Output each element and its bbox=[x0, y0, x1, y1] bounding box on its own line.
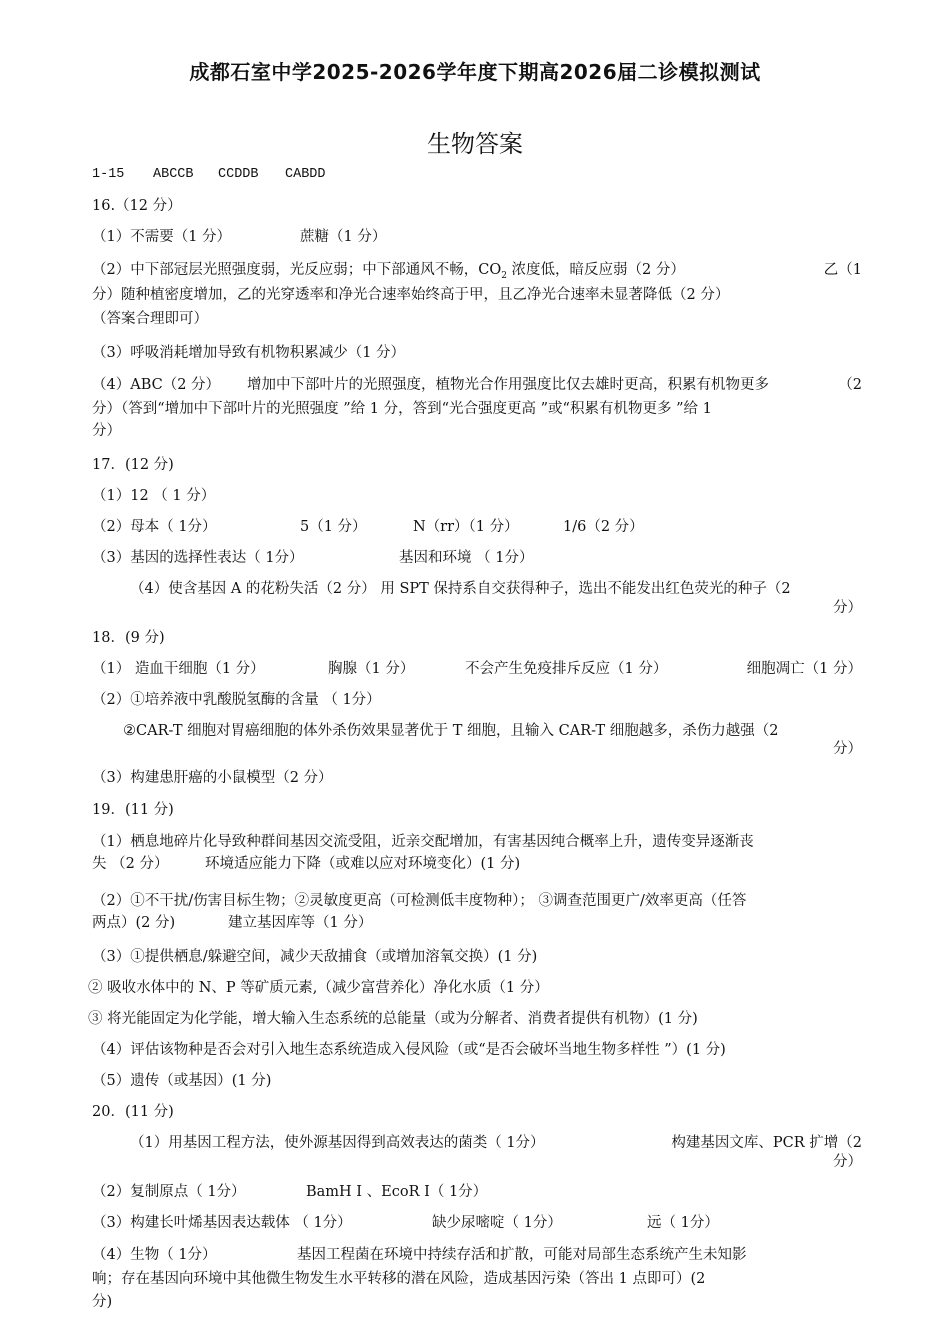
page-subtitle: 生物答案 bbox=[427, 130, 523, 158]
q16-part1-a: （1）不需要（1 分） bbox=[92, 229, 232, 245]
q19-part2-line2-a: 两点）(2 分) bbox=[92, 915, 176, 931]
q18-heading: 18．(9 分) bbox=[92, 630, 165, 646]
q20-heading: 20．(11 分) bbox=[92, 1104, 174, 1120]
q16-heading: 16.（12 分） bbox=[92, 198, 182, 214]
q20-part2-a: （2）复制原点（ 1分） bbox=[92, 1184, 246, 1200]
q20-part4-line3: 分) bbox=[92, 1294, 113, 1310]
q16-part4-line1-b: 增加中下部叶片的光照强度，植物光合作用强度比仅去雄时更高，积累有机物更多 bbox=[247, 377, 769, 393]
q19-part5: （5）遗传（或基因）(1 分) bbox=[92, 1073, 272, 1089]
q18-part2b-line2: 分） bbox=[833, 741, 862, 757]
q17-heading: 17．(12 分) bbox=[92, 457, 174, 473]
q17-part1: （1）12 （ 1 分） bbox=[92, 488, 216, 504]
q19-heading: 19．(11 分) bbox=[92, 802, 174, 818]
q19-part2-line2-b: 建立基因库等（1 分） bbox=[228, 915, 373, 931]
q16-part2-line1 bbox=[92, 261, 685, 283]
q18-part1-a: （1） 造血干细胞（1 分） bbox=[92, 661, 265, 677]
q16-part2-line1-end: 乙（1 bbox=[823, 262, 862, 278]
q20-part4-line2: 响；存在基因向环境中其他微生物发生水平转移的潜在风险，造成基因污染（答出 1 点即可）(2 bbox=[92, 1271, 706, 1287]
page-title: 成都石室中学2025-2026学年度下期高2026届二诊模拟测试 bbox=[189, 60, 761, 84]
q16-part4-line1-c: （2 bbox=[838, 377, 862, 393]
mc-answers-1: ABCCB bbox=[153, 167, 194, 182]
q18-part3: （3）构建患肝癌的小鼠模型（2 分） bbox=[92, 770, 333, 786]
q17-part4-line1: （4）使含基因 A 的花粉失活（2 分） 用 SPT 保持系自交获得种子，选出不能发出红色荧光的种子（2 bbox=[130, 581, 791, 597]
q16-part4-line2: 分）（答到“增加中下部叶片的光照强度 ”给 1 分，答到“光合强度更高 ”或“积累有机物更多 ”给 1 bbox=[92, 401, 712, 417]
q19-part1-line1: （1）栖息地碎片化导致种群间基因交流受阻，近亲交配增加，有害基因纯合概率上升，遗传变异逐渐丧 bbox=[92, 834, 754, 850]
q16-part4-line3: 分） bbox=[92, 423, 121, 439]
mc-range: 1-15 bbox=[92, 167, 125, 182]
q17-part2-b: 5（1 分） bbox=[300, 519, 367, 535]
q17-part3-a: （3）基因的选择性表达（ 1分） bbox=[92, 550, 304, 566]
q20-part1-line1-b: 构建基因文库、PCR 扩增（2 bbox=[671, 1135, 862, 1151]
q16-part2-sub: 2 bbox=[501, 270, 507, 281]
q16-part2-line2: 分）随种植密度增加，乙的光穿透率和净光合速率始终高于甲，且乙净光合速率未显著降低（2 分） bbox=[92, 287, 730, 303]
q16-part2-text-b: 浓度低，暗反应弱（2 分） bbox=[506, 262, 685, 278]
q17-part2-d: 1/6（2 分） bbox=[563, 519, 644, 535]
q16-part2-line3: （答案合理即可） bbox=[92, 311, 208, 327]
mc-answers-3: CABDD bbox=[285, 167, 326, 182]
q17-part2-a: （2）母本（ 1分） bbox=[92, 519, 217, 535]
mc-answers-2: CCDDB bbox=[218, 167, 259, 182]
q16-part1-b: 蔗糖（1 分） bbox=[300, 229, 387, 245]
q20-part4-line1-a: （4）生物（ 1分） bbox=[92, 1247, 217, 1263]
q16-part4-line1-a: （4）ABC（2 分） bbox=[92, 377, 221, 393]
q20-part1-line1-a: （1）用基因工程方法，使外源基因得到高效表达的菌类（ 1分） bbox=[130, 1135, 545, 1151]
q19-part2-line1: （2）①不干扰/伤害目标生物；②灵敏度更高（可检测低丰度物种）； ③调查范围更广/效率更高（任答 bbox=[92, 893, 747, 909]
q17-part4-line2: 分） bbox=[833, 600, 862, 616]
q18-part2b-line1: ②CAR-T 细胞对胃癌细胞的体外杀伤效果显著优于 T 细胞，且输入 CAR-T 细胞越多，杀伤力越强（2 bbox=[123, 723, 779, 739]
q19-part1-line2-a: 失 （2 分） bbox=[92, 856, 169, 872]
q20-part2-b: BamH I 、EcoR I（ 1分） bbox=[306, 1184, 488, 1200]
q19-part3-3: ③ 将光能固定为化学能，增大输入生态系统的总能量（或为分解者、消费者提供有机物）(1 分) bbox=[88, 1011, 698, 1027]
q19-part3-1: （3）①提供栖息/躲避空间，减少天敌捕食（或增加溶氧交换）(1 分) bbox=[92, 949, 538, 965]
q20-part3-a: （3）构建长叶烯基因表达载体 （ 1分） bbox=[92, 1215, 352, 1231]
q20-part3-c: 远（ 1分） bbox=[647, 1215, 719, 1231]
q19-part3-2: ② 吸收水体中的 N、P 等矿质元素,（减少富营养化）净化水质（1 分） bbox=[88, 980, 549, 996]
q18-part2: （2）①培养液中乳酸脱氢酶的含量 （ 1分） bbox=[92, 692, 381, 708]
q20-part3-b: 缺少尿嘧啶（ 1分） bbox=[432, 1215, 562, 1231]
q16-part2-text-a: （2）中下部冠层光照强度弱，光反应弱；中下部通风不畅，CO bbox=[92, 262, 502, 278]
q17-part2-c: N（rr）（1 分） bbox=[413, 519, 519, 535]
q17-part3-b: 基因和环境 （ 1分） bbox=[399, 550, 534, 566]
q20-part1-line2: 分） bbox=[833, 1154, 862, 1170]
q16-part3: （3）呼吸消耗增加导致有机物积累减少（1 分） bbox=[92, 345, 406, 361]
q19-part4: （4）评估该物种是否会对引入地生态系统造成入侵风险（或“是否会破坏当地生物多样性 ”）(1 分) bbox=[92, 1042, 726, 1058]
q18-part1-d: 细胞凋亡（1 分） bbox=[746, 661, 862, 677]
q19-part1-line2-b: 环境适应能力下降（或难以应对环境变化）(1 分) bbox=[205, 856, 521, 872]
q18-part1-c: 不会产生免疫排斥反应（1 分） bbox=[465, 661, 668, 677]
q20-part4-line1-b: 基因工程菌在环境中持续存活和扩散，可能对局部生态系统产生未知影 bbox=[297, 1247, 747, 1263]
q18-part1-b: 胸腺（1 分） bbox=[328, 661, 415, 677]
